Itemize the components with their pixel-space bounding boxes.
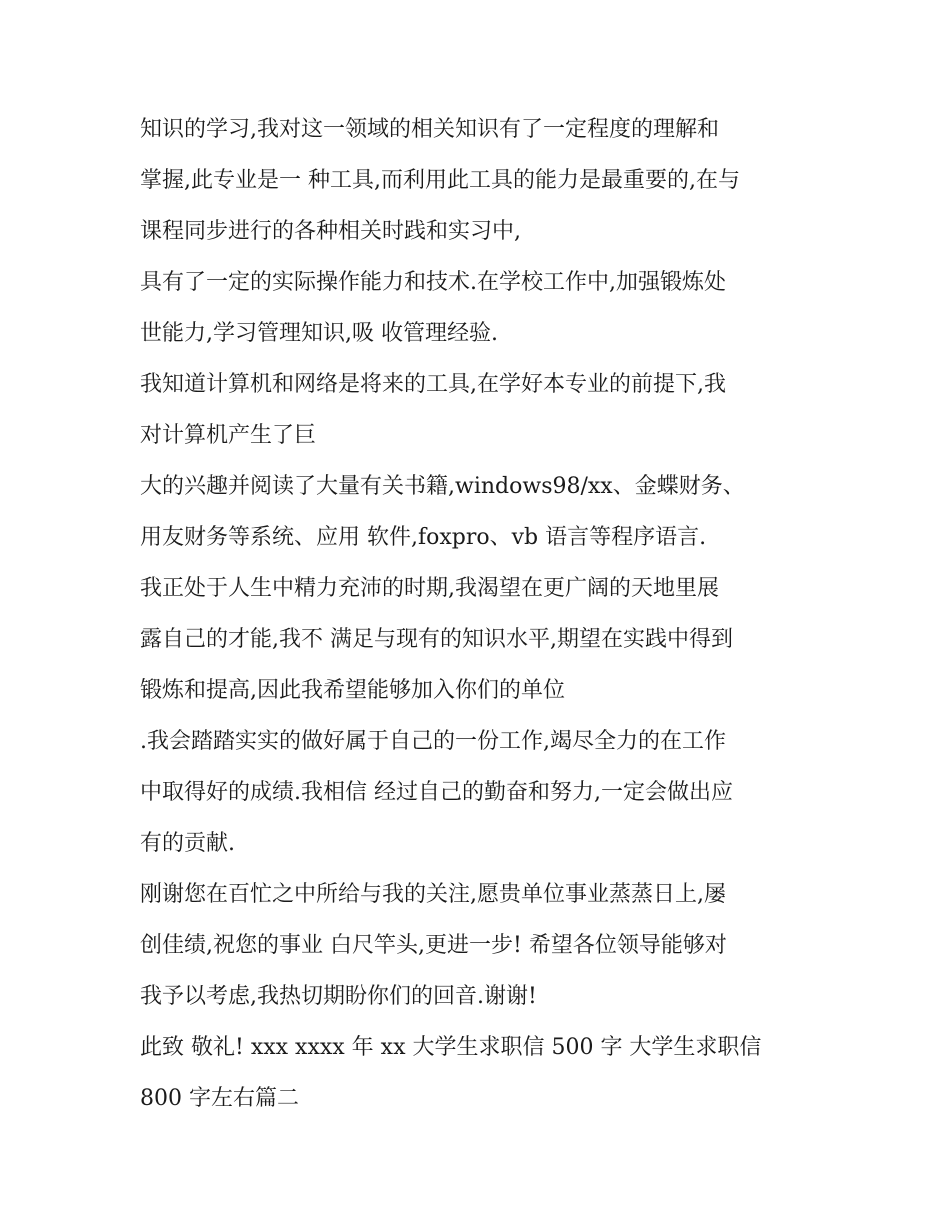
text-line: 对计算机产生了巨 [140,423,317,448]
text-line: 露自己的才能,我不 满足与现有的知识水平,期望在实践中得到 [140,627,733,652]
document-body [140,104,820,1124]
text-line: 创佳绩,祝您的事业 白尺竿头,更进一步! 希望各位领导能够对 [140,933,727,958]
text-line: 中取得好的成绩.我相信 经过自己的勤奋和努力,一定会做出应 [140,780,733,805]
text-line: 掌握,此专业是一 种工具,而利用此工具的能力是最重要的,在与 [140,168,740,193]
text-line: 具有了一定的实际操作能力和技术.在学校工作中,加强锻炼处 [140,270,726,295]
text-line: 知识的学习,我对这一领域的相关知识有了一定程度的理解和 [140,117,719,142]
text-line: 有的贡献. [140,831,235,856]
text-line: 锻炼和提高,因此我希望能够加入你们的单位 [140,678,565,703]
text-line: 世能力,学习管理知识,吸 收管理经验. [140,321,498,346]
text-line: 课程同步进行的各种相关时践和实习中, [140,219,521,244]
text-line: .我会踏踏实实的做好属于自己的一份工作,竭尽全力的在工作 [140,729,726,754]
text-line: 我知道计算机和网络是将来的工具,在学好本专业的前提下,我 [140,372,726,397]
text-line: 用友财务等系统、应用 软件,foxpro、vb 语言等程序语言. [140,525,707,550]
text-line: 我正处于人生中精力充沛的时期,我渴望在更广阔的天地里展 [140,576,719,601]
text-line: 800 字左右篇二 [140,1086,299,1111]
text-line: 此致 敬礼! xxx xxxx 年 xx 大学生求职信 500 字 大学生求职信 [140,1035,762,1060]
text-line: 我予以考虑,我热切期盼你们的回音.谢谢! [140,984,537,1009]
text-line: 刚谢您在百忙之中所给与我的关注,愿贵单位事业蒸蒸日上,屡 [140,882,726,907]
text-line: 大的兴趣并阅读了大量有关书籍,windows98/xx、金蝶财务、 [140,474,745,499]
